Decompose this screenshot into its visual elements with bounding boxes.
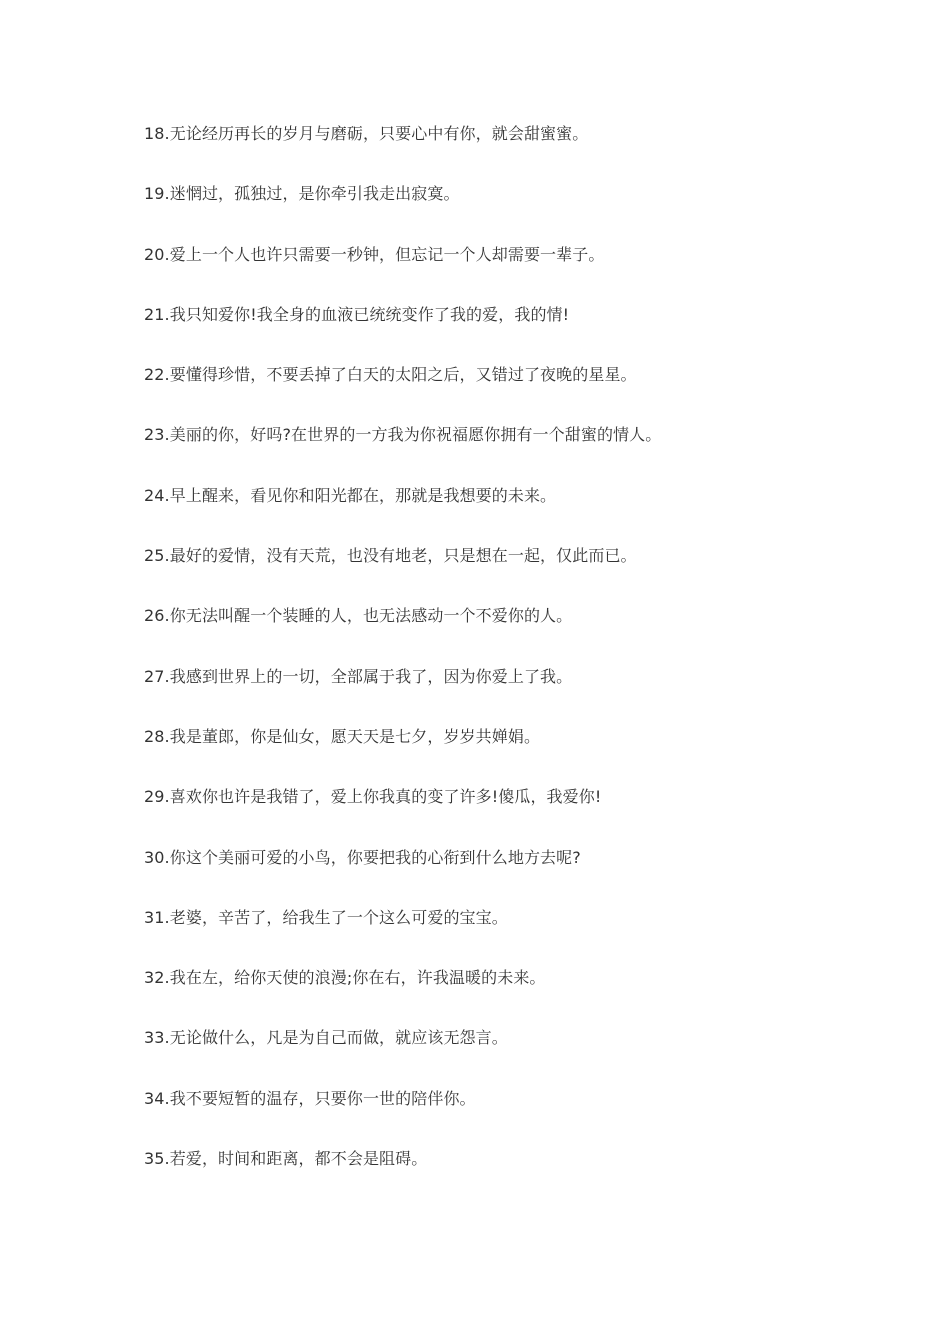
text-line: 20.爱上一个人也许只需要一秒钟，但忘记一个人却需要一辈子。 xyxy=(144,244,605,264)
text-lines xyxy=(144,120,904,1205)
text-line: 23.美丽的你，好吗?在世界的一方我为你祝福愿你拥有一个甜蜜的情人。 xyxy=(144,425,662,445)
text-line: 19.迷惘过，孤独过，是你牵引我走出寂寞。 xyxy=(144,184,460,204)
text-line: 34.我不要短暂的温存，只要你一世的陪伴你。 xyxy=(144,1088,476,1108)
text-line: 18.无论经历再长的岁月与磨砺，只要心中有你，就会甜蜜蜜。 xyxy=(144,124,589,143)
text-line: 30.你这个美丽可爱的小鸟，你要把我的心衔到什么地方去呢? xyxy=(144,847,581,867)
text-line: 27.我感到世界上的一切，全部属于我了，因为你爱上了我。 xyxy=(144,666,573,686)
text-line: 31.老婆，辛苦了，给我生了一个这么可爱的宝宝。 xyxy=(144,907,508,927)
text-line: 35.若爱，时间和距离，都不会是阻碍。 xyxy=(144,1149,428,1169)
text-line: 26.你无法叫醒一个装睡的人，也无法感动一个不爱你的人。 xyxy=(144,606,573,626)
text-line: 29.喜欢你也许是我错了，爱上你我真的变了许多!傻瓜，我爱你! xyxy=(144,787,602,807)
text-line: 28.我是董郎，你是仙女，愿天天是七夕，岁岁共婵娟。 xyxy=(144,726,541,746)
text-line: 24.早上醒来，看见你和阳光都在，那就是我想要的未来。 xyxy=(144,485,557,505)
text-line: 25.最好的爱情，没有天荒，也没有地老，只是想在一起，仅此而已。 xyxy=(144,546,637,566)
text-line: 33.无论做什么，凡是为自己而做，就应该无怨言。 xyxy=(144,1028,508,1048)
text-line: 32.我在左，给你天使的浪漫;你在右，许我温暖的未来。 xyxy=(144,968,546,988)
text-line: 22.要懂得珍惜，不要丢掉了白天的太阳之后，又错过了夜晚的星星。 xyxy=(144,365,637,385)
text-line: 21.我只知爱你!我全身的血液已统统变作了我的爱，我的情! xyxy=(144,304,570,324)
